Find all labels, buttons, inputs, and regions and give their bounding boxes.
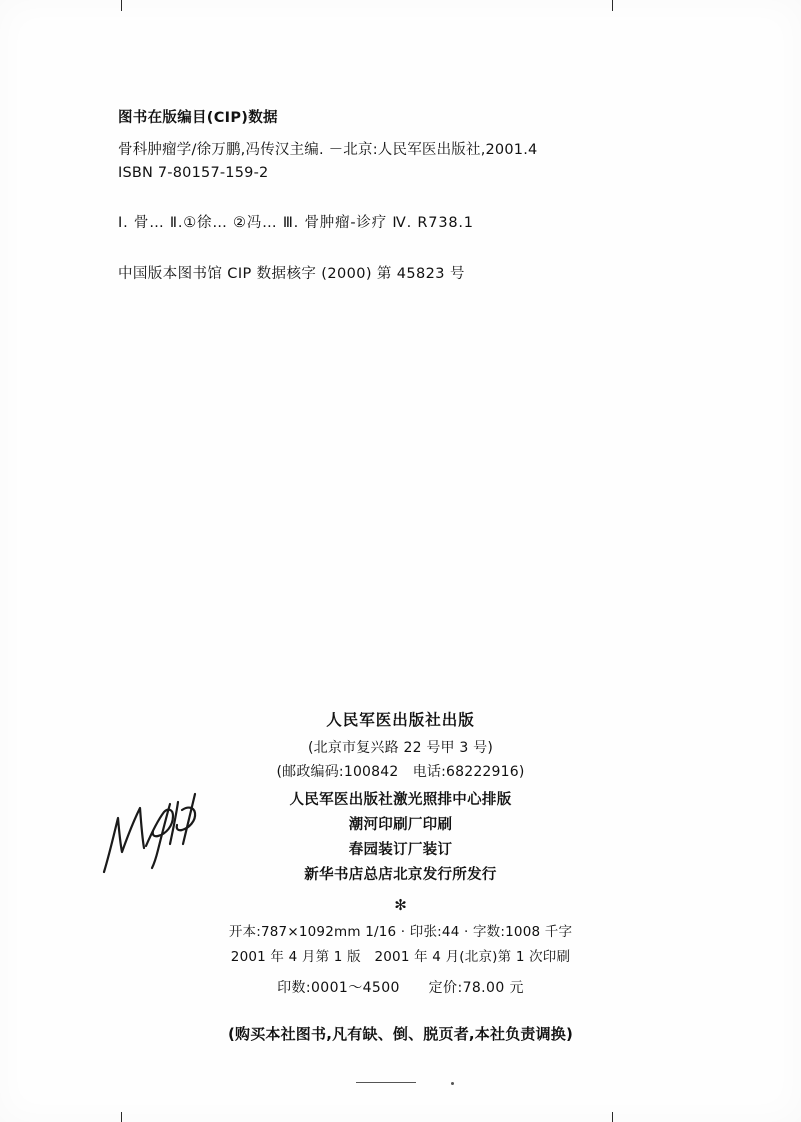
colophon-block <box>0 708 801 1044</box>
crop-mark-top-right <box>612 0 613 11</box>
crop-mark-bottom-right <box>612 1112 613 1122</box>
cip-heading: 图书在版编目(CIP)数据 <box>118 110 278 126</box>
book-format-line: 开本:787×1092mm 1/16 · 印张:44 · 字数:1008 千字 <box>228 924 573 940</box>
cip-entry-line: 骨科肿瘤学/徐万鹏,冯传汉主编. －北京:人民军医出版社,2001.4 <box>118 142 538 158</box>
distribution-line: 新华书店总店北京发行所发行 <box>304 867 497 883</box>
cip-isbn: ISBN 7-80157-159-2 <box>118 165 269 181</box>
cip-block <box>118 106 638 283</box>
print-run-and-price: 印数:0001～4500 定价:78.00 元 <box>277 980 524 996</box>
typesetting-line: 人民军医出版社激光照排中心排版 <box>289 792 512 808</box>
exchange-note: (购买本社图书,凡有缺、倒、脱页者,本社负责调换) <box>227 1025 574 1043</box>
cip-classification: Ⅰ. 骨… Ⅱ.①徐… ②冯… Ⅲ. 骨肿瘤-诊疗 Ⅳ. R738.1 <box>118 215 474 231</box>
printing-line: 潮河印刷厂印刷 <box>348 817 453 833</box>
bottom-rule <box>356 1082 416 1083</box>
crop-mark-bottom-left <box>121 1112 122 1122</box>
cip-cataloguing-number: 中国版本图书馆 CIP 数据核字 (2000) 第 45823 号 <box>118 266 465 282</box>
edition-line: 2001 年 4 月第 1 版 2001 年 4 月(北京)第 1 次印刷 <box>230 949 571 965</box>
publisher-contact: (邮政编码:100842 电话:68222916) <box>276 764 525 780</box>
crop-mark-top-left <box>121 0 122 11</box>
decorative-separator: ✻ <box>394 896 407 914</box>
bottom-dot-mark <box>451 1082 454 1085</box>
binding-line: 春园装订厂装订 <box>348 842 453 858</box>
publisher-address: (北京市复兴路 22 号甲 3 号) <box>307 740 494 756</box>
publisher-line: 人民军医出版社出版 <box>326 711 475 729</box>
